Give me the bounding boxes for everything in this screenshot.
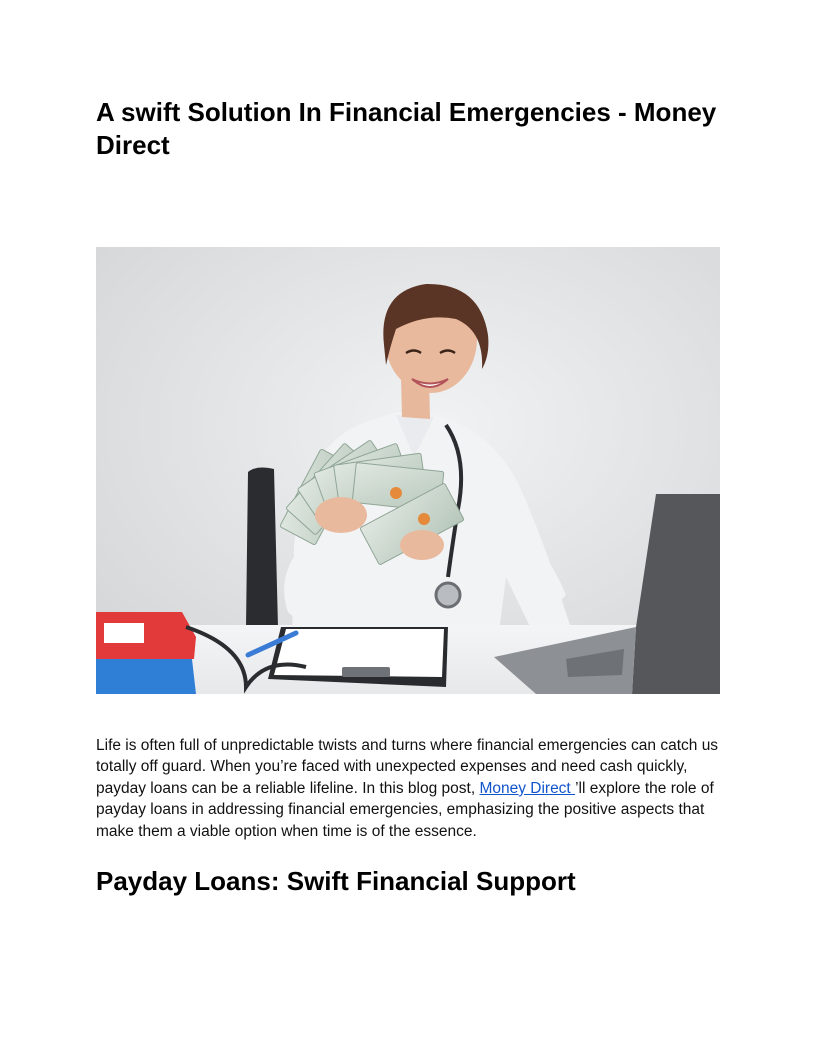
- folders: [96, 612, 196, 694]
- section-heading: Payday Loans: Swift Financial Support: [96, 866, 576, 896]
- page-title: A swift Solution In Financial Emergencies - Money Direct: [96, 97, 717, 160]
- hero-illustration: [96, 247, 720, 694]
- chair: [246, 468, 278, 627]
- intro-text-start: Life is often full of unpredictable twists and turns where financial emergencies can catch us totally off guard. When you’re faced with unexpected expenses and need cash quickly, payday loans can be a reliable lifeline. In this blog post,: [96, 737, 719, 797]
- intro-paragraph: [96, 735, 720, 842]
- money-direct-link[interactable]: Money Direct: [479, 779, 576, 797]
- hero-image: [96, 247, 720, 694]
- stethoscope: [436, 583, 460, 607]
- intro-text-end: ’ll explore the role of payday loans in addressing financial emergencies, emphasizing the positive aspects that make them a viable option when time is of the essence.: [96, 779, 714, 840]
